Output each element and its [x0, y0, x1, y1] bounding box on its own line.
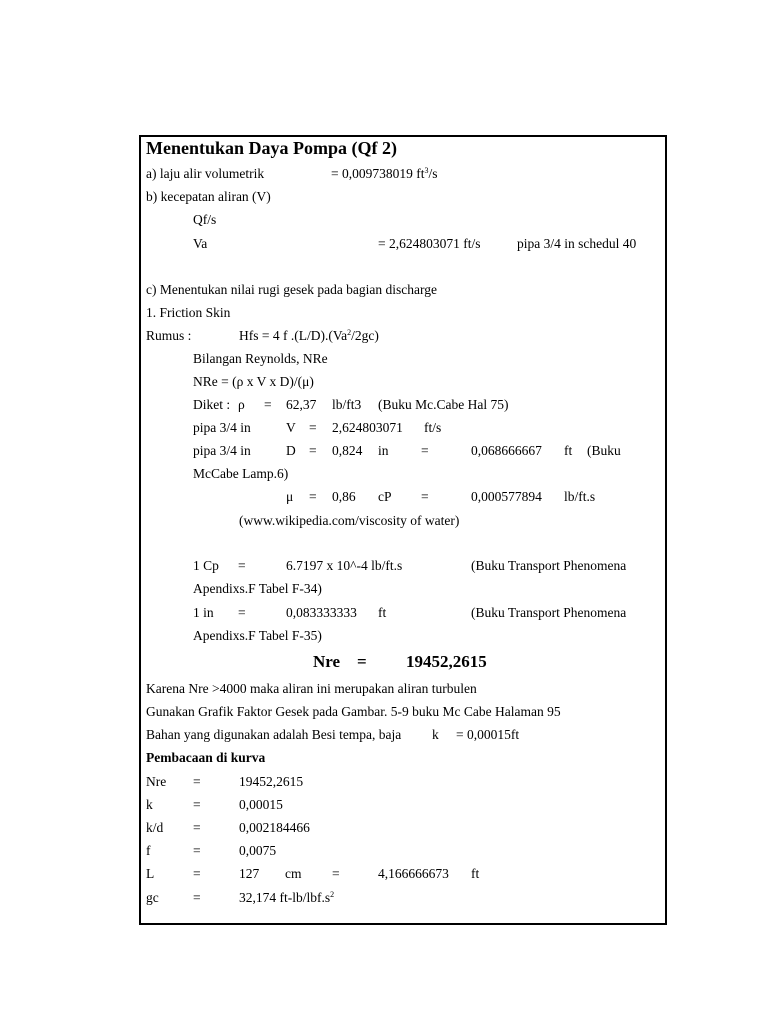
- material-k-value: = 0,00015ft: [456, 727, 520, 742]
- cp-source-cont: Apendixs.F Tabel F-34): [193, 581, 322, 596]
- page-title: Menentukan Daya Pompa (Qf 2): [146, 138, 397, 158]
- rho-symbol: ρ: [238, 397, 245, 412]
- hfs-formula: Hfs = 4 f .(L/D).(Va$^2$/2gc): [239, 328, 379, 343]
- nre-result-eq: =: [357, 652, 367, 671]
- mu-eq: =: [309, 489, 317, 504]
- cp-eq: =: [238, 558, 246, 573]
- length-conv-value: 4,166666673: [378, 866, 449, 881]
- reading-label: k: [146, 797, 153, 812]
- reading-eq: =: [193, 774, 201, 789]
- cp-label: 1 Cp: [193, 558, 219, 573]
- mu-unit: cP: [378, 489, 392, 504]
- d-value: 0,824: [332, 443, 363, 458]
- d-pipe: pipa 3/4 in: [193, 443, 251, 458]
- reading-eq: =: [193, 843, 201, 858]
- in-eq: =: [238, 605, 246, 620]
- reading-eq: =: [193, 820, 201, 835]
- rho-value: 62,37: [286, 397, 317, 412]
- cp-value: 6.7197 x 10^-4 lb/ft.s: [286, 558, 403, 573]
- gc-value: 32,174 $ft-lb/lbf.s^2$: [239, 890, 335, 905]
- d-source-cont: McCabe Lamp.6): [193, 466, 289, 481]
- in-value: 0,083333333: [286, 605, 357, 620]
- d-conv-unit: ft: [564, 443, 573, 458]
- length-unit: cm: [285, 866, 302, 881]
- v-symbol: V: [286, 420, 296, 435]
- gc-eq: =: [193, 890, 201, 905]
- mu-symbol: μ: [286, 489, 294, 504]
- reading-value: 0,0075: [239, 843, 277, 858]
- v-pipe: pipa 3/4 in: [193, 420, 251, 435]
- reynolds-formula: NRe = (ρ x V x D)/(μ): [193, 374, 314, 389]
- reading-label: k/d: [146, 820, 164, 835]
- cp-source: (Buku Transport Phenomena: [471, 558, 627, 573]
- diket-label: Diket :: [193, 397, 231, 412]
- d-symbol: D: [286, 443, 296, 458]
- length-conv-unit: ft: [471, 866, 480, 881]
- reading-value: 0,002184466: [239, 820, 310, 835]
- in-source-cont: Apendixs.F Tabel F-35): [193, 628, 322, 643]
- curve-reading-heading: Pembacaan di kurva: [146, 750, 266, 765]
- mu-conv-unit: lb/ft.s: [564, 489, 596, 504]
- reynolds-label: Bilangan Reynolds, NRe: [193, 351, 328, 366]
- length-label: L: [146, 866, 155, 881]
- mu-source: (www.wikipedia.com/viscosity of water): [239, 513, 460, 528]
- material-note: Bahan yang digunakan adalah Besi tempa, baja: [146, 727, 402, 742]
- mu-conv-value: 0,000577894: [471, 489, 542, 504]
- d-conv-value: 0,068666667: [471, 443, 542, 458]
- nre-result-value: 19452,2615: [406, 652, 487, 671]
- rho-unit: lb/ft3: [332, 397, 362, 412]
- pipe-spec: pipa 3/4 in schedul 40: [517, 236, 637, 251]
- chart-reference: Gunakan Grafik Faktor Gesek pada Gambar. 5-9 buku Mc Cabe Halaman 95: [146, 704, 561, 719]
- mu-conv-eq: =: [421, 489, 429, 504]
- turbulent-note: Karena Nre >4000 maka aliran ini merupakan aliran turbulen: [146, 681, 477, 696]
- flow-rate-value: = 0,009738019 $ft^3/s$: [331, 166, 438, 181]
- reading-eq: =: [193, 797, 201, 812]
- length-eq: =: [193, 866, 201, 881]
- d-eq: =: [309, 443, 317, 458]
- d-conv-eq: =: [421, 443, 429, 458]
- reading-value: 0,00015: [239, 797, 283, 812]
- nre-result-label: Nre: [313, 652, 341, 671]
- va-value: = 2,624803071 ft/s: [378, 236, 481, 251]
- reading-label: f: [146, 843, 151, 858]
- reading-label: Nre: [146, 774, 167, 789]
- d-unit: in: [378, 443, 389, 458]
- length-conv-eq: =: [332, 866, 340, 881]
- material-k-symbol: k: [432, 727, 439, 742]
- va-label: Va: [193, 236, 208, 251]
- flow-rate-label: a) laju alir volumetrik: [146, 166, 265, 181]
- qf-label: Qf/s: [193, 212, 217, 227]
- d-source: (Buku: [587, 443, 621, 458]
- gc-label: gc: [146, 890, 159, 905]
- v-value: 2,624803071: [332, 420, 403, 435]
- length-value: 127: [239, 866, 260, 881]
- reading-value: 19452,2615: [239, 774, 304, 789]
- in-source: (Buku Transport Phenomena: [471, 605, 627, 620]
- discharge-heading: c) Menentukan nilai rugi gesek pada bagian discharge: [146, 282, 438, 297]
- rumus-label: Rumus :: [146, 328, 192, 343]
- v-eq: =: [309, 420, 317, 435]
- mu-value: 0,86: [332, 489, 356, 504]
- document-frame: [139, 135, 667, 925]
- friction-skin-heading: 1. Friction Skin: [146, 305, 231, 320]
- in-label: 1 in: [193, 605, 214, 620]
- rho-source: (Buku Mc.Cabe Hal 75): [378, 397, 509, 412]
- v-unit: ft/s: [424, 420, 442, 435]
- rho-eq: =: [264, 397, 272, 412]
- velocity-label: b) kecepatan aliran (V): [146, 189, 271, 204]
- in-unit: ft: [378, 605, 387, 620]
